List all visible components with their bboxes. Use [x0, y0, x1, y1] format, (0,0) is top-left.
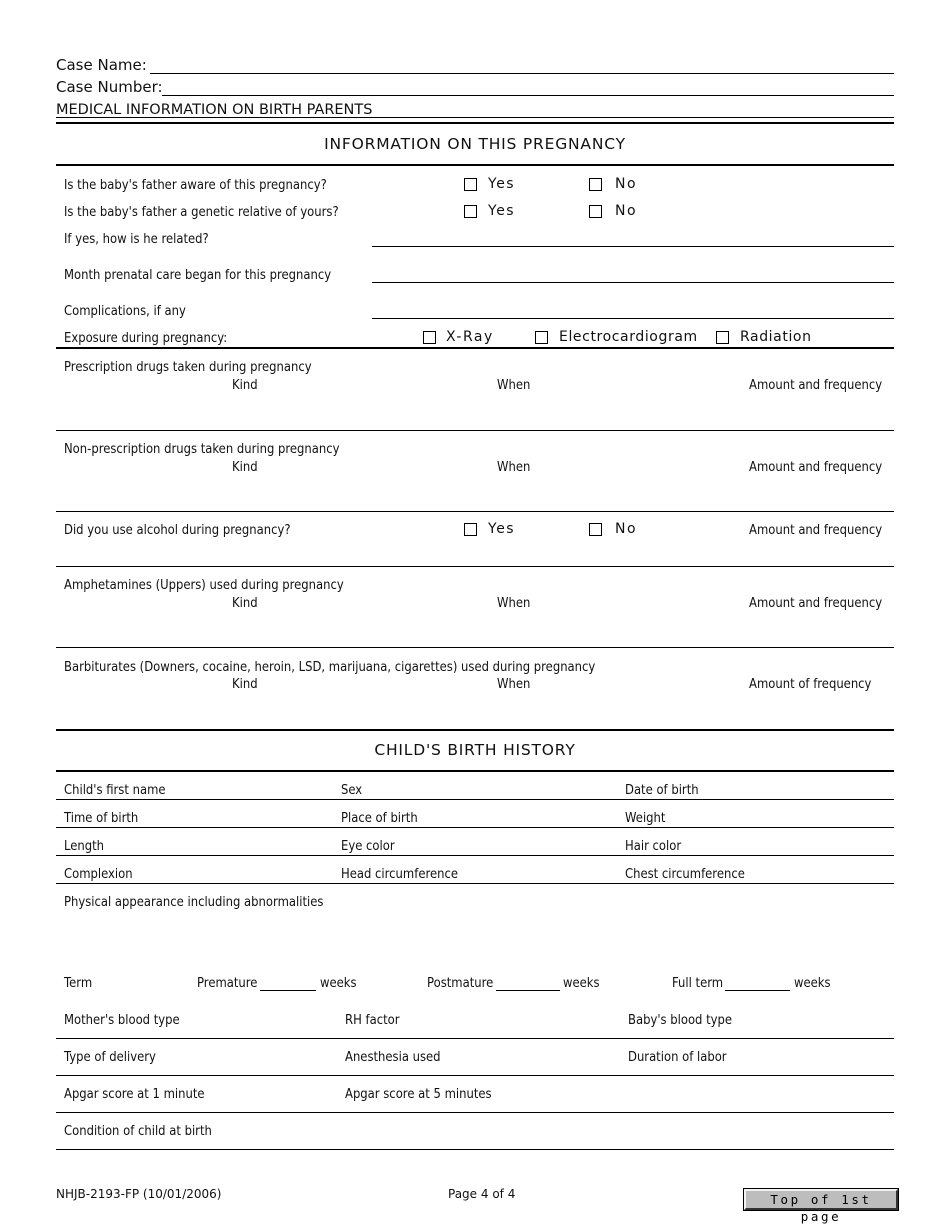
- amount-of-frequency-label: Amount of frequency: [749, 676, 872, 692]
- yes-label: Yes: [488, 176, 516, 192]
- eye-color-label: Eye color: [341, 838, 395, 854]
- divider: [56, 855, 894, 856]
- labor-duration-label: Duration of labor: [628, 1049, 727, 1065]
- nonprescription-label: Non-prescription drugs taken during pregnancy: [64, 441, 340, 457]
- how-related-field[interactable]: [372, 246, 894, 247]
- weeks-label: weeks: [794, 975, 831, 991]
- amount-frequency-label: Amount and frequency: [749, 522, 883, 538]
- kind-label: Kind: [232, 595, 258, 611]
- premature-label: Premature: [197, 975, 258, 991]
- exposure-xray-label: X-Ray: [446, 329, 494, 345]
- yes-label: Yes: [488, 521, 516, 537]
- amphetamines-label: Amphetamines (Uppers) used during pregnancy: [64, 577, 344, 593]
- exposure-radiation-checkbox[interactable]: [716, 331, 729, 344]
- sex-label: Sex: [341, 782, 363, 798]
- kind-label: Kind: [232, 459, 258, 475]
- divider: [56, 647, 894, 648]
- time-of-birth-label: Time of birth: [64, 810, 139, 826]
- header-rule: [56, 117, 894, 118]
- divider: [56, 827, 894, 828]
- complications-label: Complications, if any: [64, 303, 186, 319]
- divider: [56, 1112, 894, 1113]
- divider: [56, 511, 894, 512]
- full-term-label: Full term: [672, 975, 724, 991]
- prenatal-care-field[interactable]: [372, 282, 894, 283]
- divider: [56, 770, 894, 772]
- when-label: When: [497, 459, 531, 475]
- divider: [56, 799, 894, 800]
- how-related-label: If yes, how is he related?: [64, 231, 209, 247]
- exposure-label: Exposure during pregnancy:: [64, 330, 228, 346]
- weeks-label: weeks: [563, 975, 600, 991]
- prenatal-care-label: Month prenatal care began for this pregnancy: [64, 267, 332, 283]
- postmature-label: Postmature: [427, 975, 494, 991]
- section-label: MEDICAL INFORMATION ON BIRTH PARENTS: [56, 102, 373, 118]
- term-label: Term: [64, 975, 93, 991]
- father-relative-yes-checkbox[interactable]: [464, 205, 477, 218]
- amount-frequency-label: Amount and frequency: [749, 377, 883, 393]
- anesthesia-label: Anesthesia used: [345, 1049, 441, 1065]
- pregnancy-section-title: INFORMATION ON THIS PREGNANCY: [324, 135, 626, 153]
- when-label: When: [497, 676, 531, 692]
- exposure-ecg-label: Electrocardiogram: [559, 329, 698, 345]
- length-label: Length: [64, 838, 105, 854]
- father-relative-label: Is the baby's father a genetic relative of yours?: [64, 204, 339, 220]
- chest-circumference-label: Chest circumference: [625, 866, 745, 882]
- weight-label: Weight: [625, 810, 666, 826]
- page-number: Page 4 of 4: [448, 1187, 516, 1201]
- no-label: No: [615, 203, 638, 219]
- divider: [56, 566, 894, 567]
- yes-label: Yes: [488, 203, 516, 219]
- exposure-xray-checkbox[interactable]: [423, 331, 436, 344]
- prescription-label: Prescription drugs taken during pregnancy: [64, 359, 312, 375]
- condition-label: Condition of child at birth: [64, 1123, 212, 1139]
- father-aware-no-checkbox[interactable]: [589, 178, 602, 191]
- rh-factor-label: RH factor: [345, 1012, 400, 1028]
- head-circumference-label: Head circumference: [341, 866, 459, 882]
- weeks-label: weeks: [320, 975, 357, 991]
- birth-section-title: CHILD'S BIRTH HISTORY: [374, 741, 576, 759]
- dob-label: Date of birth: [625, 782, 699, 798]
- father-aware-yes-checkbox[interactable]: [464, 178, 477, 191]
- alcohol-yes-checkbox[interactable]: [464, 523, 477, 536]
- physical-appearance-label: Physical appearance including abnormalities: [64, 894, 324, 910]
- divider: [56, 1149, 894, 1150]
- premature-weeks-field[interactable]: [260, 990, 316, 991]
- delivery-type-label: Type of delivery: [64, 1049, 156, 1065]
- case-number-field[interactable]: [162, 95, 894, 96]
- postmature-weeks-field[interactable]: [496, 990, 560, 991]
- apgar-1-label: Apgar score at 1 minute: [64, 1086, 205, 1102]
- divider: [56, 729, 894, 731]
- full-term-weeks-field[interactable]: [725, 990, 790, 991]
- divider: [56, 1075, 894, 1076]
- case-number-label: Case Number:: [56, 78, 163, 96]
- divider: [56, 164, 894, 166]
- alcohol-label: Did you use alcohol during pregnancy?: [64, 522, 291, 538]
- when-label: When: [497, 377, 531, 393]
- header-rule-thick: [56, 122, 894, 124]
- form-id: NHJB-2193-FP (10/01/2006): [56, 1187, 222, 1201]
- divider: [56, 430, 894, 431]
- complications-field[interactable]: [372, 318, 894, 319]
- apgar-5-label: Apgar score at 5 minutes: [345, 1086, 492, 1102]
- barbiturates-label: Barbiturates (Downers, cocaine, heroin, LSD, marijuana, cigarettes) used during pregnancy: [64, 659, 596, 675]
- father-relative-no-checkbox[interactable]: [589, 205, 602, 218]
- when-label: When: [497, 595, 531, 611]
- alcohol-no-checkbox[interactable]: [589, 523, 602, 536]
- exposure-ecg-checkbox[interactable]: [535, 331, 548, 344]
- divider: [56, 883, 894, 884]
- place-of-birth-label: Place of birth: [341, 810, 418, 826]
- no-label: No: [615, 176, 638, 192]
- father-aware-label: Is the baby's father aware of this pregnancy?: [64, 177, 327, 193]
- exposure-radiation-label: Radiation: [740, 329, 812, 345]
- no-label: No: [615, 521, 638, 537]
- kind-label: Kind: [232, 377, 258, 393]
- divider: [56, 1038, 894, 1039]
- mother-blood-type-label: Mother's blood type: [64, 1012, 180, 1028]
- divider: [56, 347, 894, 349]
- hair-color-label: Hair color: [625, 838, 682, 854]
- first-name-label: Child's first name: [64, 782, 166, 798]
- amount-frequency-label: Amount and frequency: [749, 459, 883, 475]
- complexion-label: Complexion: [64, 866, 133, 882]
- case-name-field[interactable]: [150, 73, 894, 74]
- amount-frequency-label: Amount and frequency: [749, 595, 883, 611]
- baby-blood-type-label: Baby's blood type: [628, 1012, 733, 1028]
- case-name-label: Case Name:: [56, 56, 147, 74]
- top-of-first-page-button[interactable]: Top of 1st page: [744, 1189, 898, 1210]
- kind-label: Kind: [232, 676, 258, 692]
